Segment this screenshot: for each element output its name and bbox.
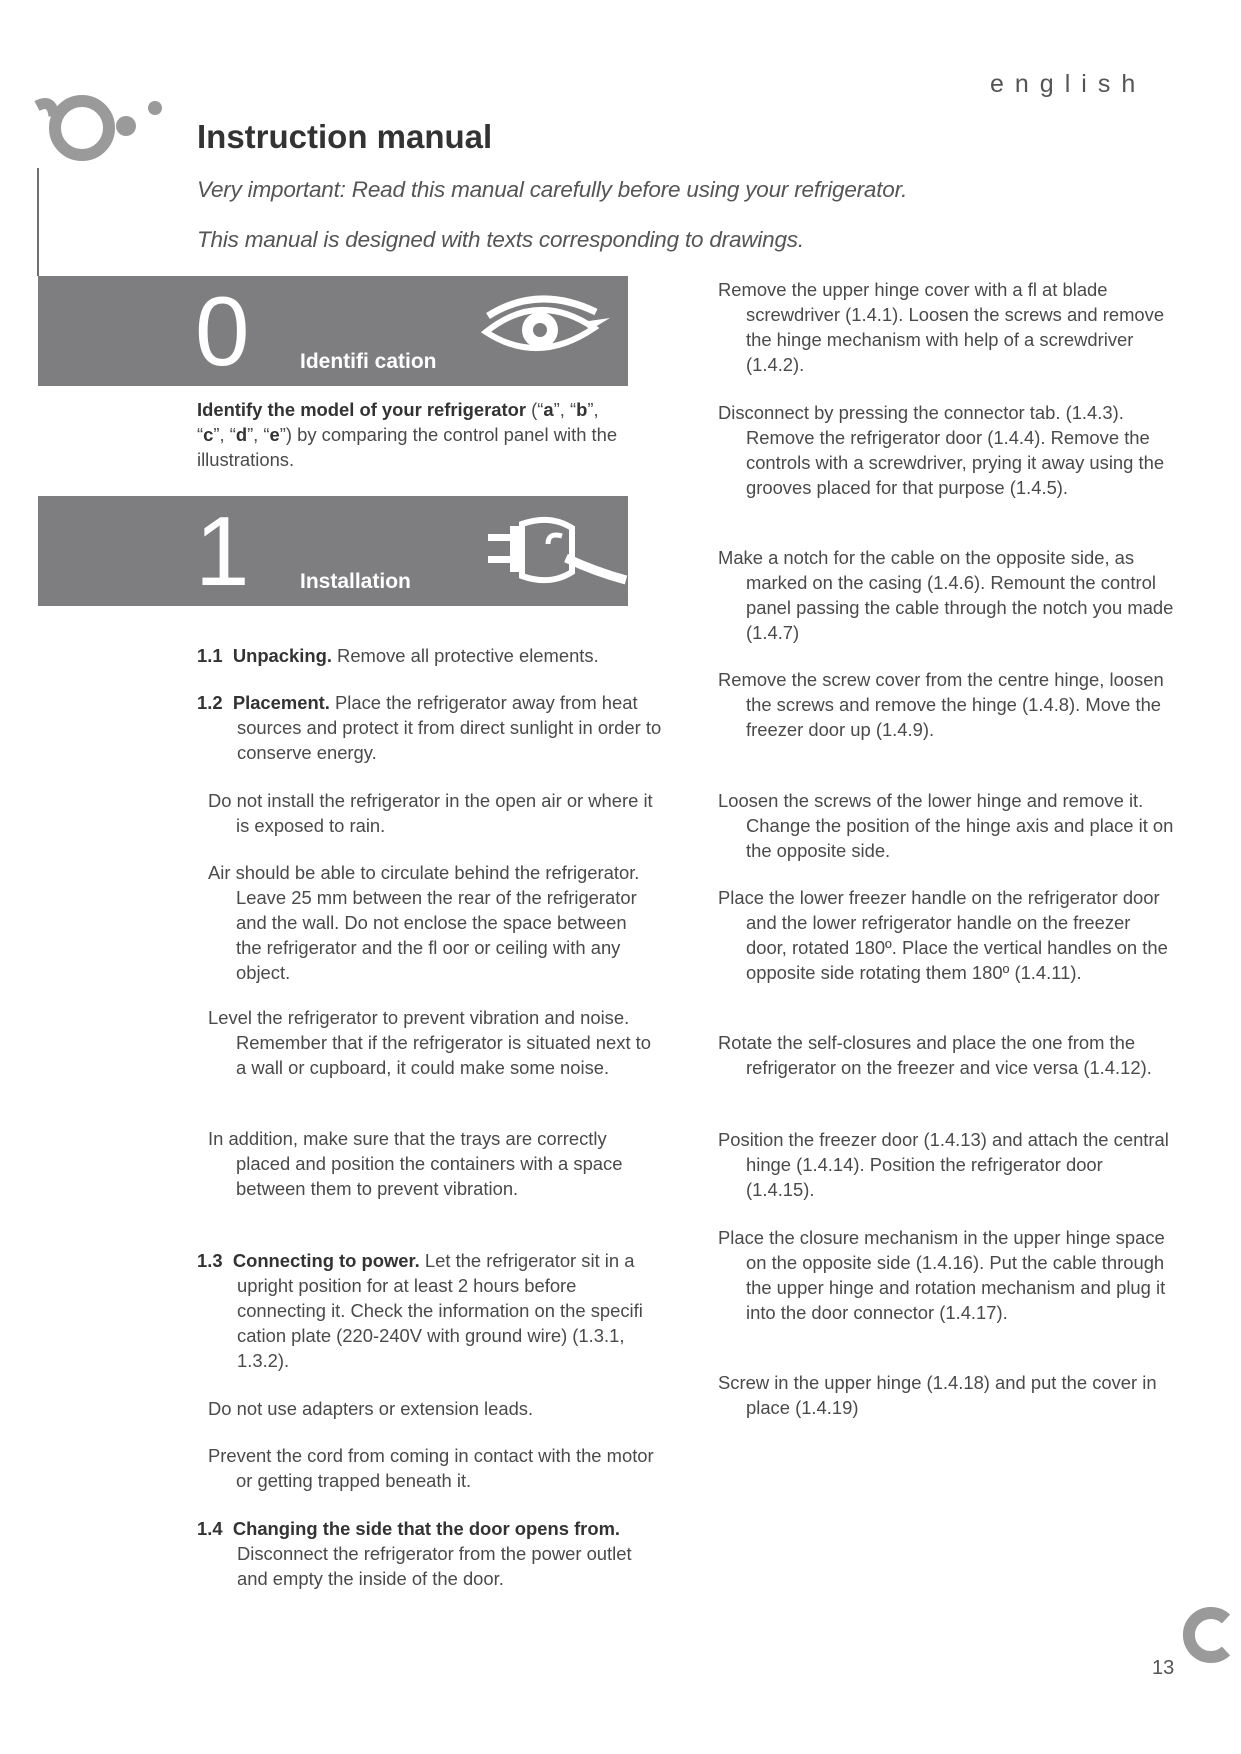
section-label: Installation xyxy=(300,570,411,593)
page-title: Instruction manual xyxy=(197,118,493,155)
corner-logo-icon xyxy=(1176,1605,1236,1665)
model-a: a xyxy=(543,399,554,420)
item-1-3: 1.3 Connecting to power. Let the refrigerator sit in a upright position for at least 2 hours before connecting it. Check the information on the specifi cation plate (220-240V with ground wire) (1.3.1, 1.3.2). xyxy=(197,1250,643,1371)
item-1-2: 1.2 Placement. Place the refrigerator away from heat sources and protect it from direct sunlight in order to conserve energy. xyxy=(197,692,662,763)
section-band-installation xyxy=(38,496,628,606)
section-number: 0 xyxy=(195,276,250,386)
section-number: 1 xyxy=(195,496,250,606)
header-rule xyxy=(37,168,39,276)
plug-icon xyxy=(486,514,628,594)
right-paragraph: Remove the screw cover from the centre hinge, loosen the screws and remove the hinge (1.4.8). Move the freezer door up (1.4.9). xyxy=(718,669,1164,740)
right-paragraph: Remove the upper hinge cover with a fl at blade screwdriver (1.4.1). Loosen the screws and remove the hinge mechanism with help of a screwdriver (1.4.2). xyxy=(718,279,1165,375)
page-number: 13 xyxy=(1152,1657,1175,1679)
language-label: english xyxy=(990,70,1147,98)
right-paragraph: Place the lower freezer handle on the refrigerator door and the lower refrigerator handle on the freezer door, rotated 180º. Place the vertical handles on the opposite side rotating them 180º (1.4.11). xyxy=(718,887,1168,983)
section-band-identification xyxy=(38,276,628,386)
right-paragraph: Make a notch for the cable on the opposite side, as marked on the casing (1.4.6). Remount the control panel passing the cable through the notch you made (1.4.7) xyxy=(718,547,1174,643)
model-e: e xyxy=(269,424,280,445)
identification-text: Identify the model of your refrigerator (“a”, “b”, “c”, “d”, “e”) by comparing the control panel with the illustrations. xyxy=(197,399,618,470)
subtitle-important: Very important: Read this manual carefully before using your refrigerator. xyxy=(197,177,908,202)
item-1-1: 1.1 Unpacking. Remove all protective elements. xyxy=(197,645,599,666)
right-paragraph: Disconnect by pressing the connector tab. (1.4.3). Remove the refrigerator door (1.4.4). Remove the controls with a screwdriver, prying it away using the grooves placed for that purpose (1.4.5). xyxy=(718,402,1165,498)
section-label: Identifi cation xyxy=(300,350,437,373)
right-paragraph: Position the freezer door (1.4.13) and attach the central hinge (1.4.14). Position the refrigerator door (1.4.15). xyxy=(718,1129,1169,1200)
model-c: c xyxy=(203,424,214,445)
paragraph-trays: In addition, make sure that the trays are correctly placed and position the containers with a space between them to prevent vibration. xyxy=(208,1128,623,1199)
right-paragraph: Screw in the upper hinge (1.4.18) and put the cover in place (1.4.19) xyxy=(718,1372,1157,1418)
model-b: b xyxy=(576,399,588,420)
paragraph-cord: Prevent the cord from coming in contact with the motor or getting trapped beneath it. xyxy=(208,1445,654,1491)
right-paragraph: Loosen the screws of the lower hinge and remove it. Change the position of the hinge axis and place it on the opposite side. xyxy=(718,790,1174,861)
paragraph-adapters: Do not use adapters or extension leads. xyxy=(208,1398,534,1419)
paragraph-open-air: Do not install the refrigerator in the open air or where it is exposed to rain. xyxy=(208,790,653,836)
item-1-4: 1.4 Changing the side that the door opens from. Disconnect the refrigerator from the power outlet and empty the inside of the door. xyxy=(197,1518,632,1589)
subtitle-drawings: This manual is designed with texts corresponding to drawings. xyxy=(197,227,804,252)
right-paragraph: Place the closure mechanism in the upper hinge space on the opposite side (1.4.16). Put the cable through the upper hinge and rotation mechanism and plug it into the door connector (1.4.17). xyxy=(718,1227,1166,1323)
identification-lead: Identify the model of your refrigerator xyxy=(197,399,527,420)
model-d: d xyxy=(235,424,248,445)
right-paragraph: Rotate the self-closures and place the one from the refrigerator on the freezer and vice versa (1.4.12). xyxy=(718,1032,1152,1078)
paragraph-level: Level the refrigerator to prevent vibration and noise. Remember that if the refrigerator is situated next to a wall or cupboard, it could make some noise. xyxy=(208,1007,652,1078)
paragraph-air-circulation: Air should be able to circulate behind the refrigerator. Leave 25 mm between the rear of the refrigerator and the wall. Do not enclose the space between the refrigerator and the fl oor or ceiling with any object. xyxy=(208,862,640,983)
eye-icon xyxy=(478,290,618,370)
brand-logo-icon xyxy=(32,68,172,178)
